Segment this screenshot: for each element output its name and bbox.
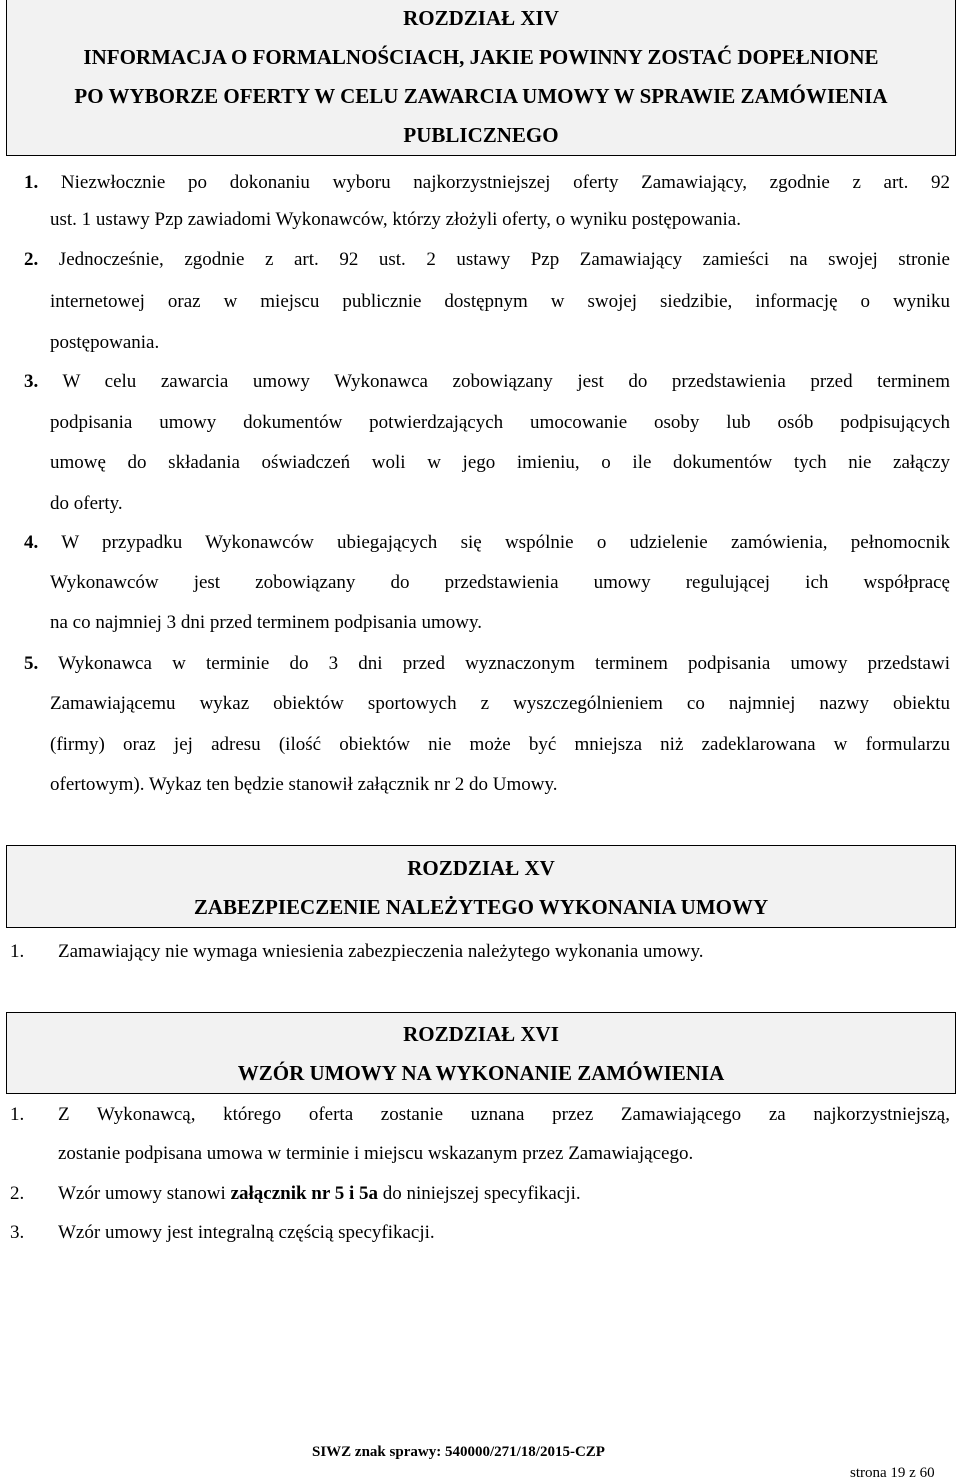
ch14-p2-line-1: 2. Jednocześnie, zgodnie z art. 92 ust. 2 ustawy Pzp Zamawiający zamieści na swojej stronie — [24, 249, 950, 270]
chapter-15-subtitle: ZABEZPIECZENIE NALEŻYTEGO WYKONANIA UMOWY — [193, 895, 769, 919]
ch14-p2-number: 2. — [24, 249, 39, 270]
page-number: strona 19 z 60 — [850, 1465, 935, 1481]
ch14-p1-number: 1. — [24, 172, 39, 193]
chapter-14-header — [6, 0, 956, 156]
chapter-16-header — [6, 1012, 956, 1094]
ch14-p3-line-1: 3. W celu zawarcia umowy Wykonawca zobowiązany jest do przedstawienia przed terminem — [24, 371, 950, 392]
ch14-p4-line-1: 4. W przypadku Wykonawców ubiegających się wspólnie o udzielenie zamówienia, pełnomocnik — [24, 532, 950, 553]
ch16-p1-number: 1. — [10, 1104, 25, 1125]
footer-case-number: SIWZ znak sprawy: 540000/271/18/2015-CZP — [312, 1444, 605, 1460]
ch14-p5-line-1: 5. Wykonawca w terminie do 3 dni przed wyznaczonym terminem podpisania umowy przedstawi — [24, 653, 950, 674]
ch15-p1-number: 1. — [10, 941, 25, 962]
chapter-14-title: ROZDZIAŁ XIV — [403, 6, 559, 30]
ch14-p1-line-1: 1. Niezwłocznie po dokonaniu wyboru najkorzystniejszej oferty Zamawiający, zgodnie z art. 92 — [24, 172, 950, 193]
chapter-14-subtitle-line-2: PO WYBORZE OFERTY W CELU ZAWARCIA UMOWY W SPRAWIE ZAMÓWIENIA — [74, 84, 888, 108]
ch14-p2-line-2: internetowej oraz w miejscu publicznie dostępnym w swojej siedzibie, informację o wyniku — [50, 291, 950, 312]
ch14-p5-number: 5. — [24, 653, 39, 674]
ch14-p3-number: 3. — [24, 371, 39, 392]
ch16-p1-line-1: 1. Z Wykonawcą, którego oferta zostanie uznana przez Zamawiającego za najkorzystniejszą, — [10, 1104, 950, 1125]
ch14-p5-line-2: Zamawiającemu wykaz obiektów sportowych z wyszczególnieniem co najmniej nazwy obiektu — [50, 693, 950, 714]
chapter-14-subtitle-line-1: INFORMACJA O FORMALNOŚCIACH, JAKIE POWINNY ZOSTAĆ DOPEŁNIONE — [83, 45, 879, 69]
chapter-15-header — [6, 845, 956, 928]
chapter-16-title: ROZDZIAŁ XVI — [403, 1022, 559, 1046]
ch14-p5-line-4: ofertowym). Wykaz ten będzie stanowił załącznik nr 2 do Umowy. — [50, 774, 558, 795]
ch16-p3: 3. Wzór umowy jest integralną częścią specyfikacji. — [10, 1222, 435, 1243]
ch16-p1-line-2: zostanie podpisana umowa w terminie i miejscu wskazanym przez Zamawiającego. — [58, 1143, 694, 1164]
ch14-p2-line-3: postępowania. — [50, 332, 160, 353]
ch14-p1-line-2: ust. 1 ustawy Pzp zawiadomi Wykonawców, którzy złożyli oferty, o wyniku postępowania. — [50, 209, 741, 230]
ch15-p1: 1. Zamawiający nie wymaga wniesienia zabezpieczenia należytego wykonania umowy. — [10, 941, 704, 962]
chapter-15-title: ROZDZIAŁ XV — [407, 856, 555, 880]
ch14-p3-line-4: do oferty. — [50, 493, 123, 514]
ch14-p4-line-2: Wykonawców jest zobowiązany do przedstawienia umowy regulującej ich współpracę — [50, 572, 950, 593]
ch14-p4-line-3: na co najmniej 3 dni przed terminem podpisania umowy. — [50, 612, 482, 633]
ch14-p5-line-3: (firmy) oraz jej adresu (ilość obiektów nie może być mniejsza niż zadeklarowana w formularzu — [50, 734, 950, 755]
ch16-p2-number: 2. — [10, 1183, 25, 1204]
ch16-p3-number: 3. — [10, 1222, 25, 1243]
ch16-p2: 2. Wzór umowy stanowi załącznik nr 5 i 5a do niniejszej specyfikacji. — [10, 1183, 581, 1204]
chapter-14-subtitle-line-3: PUBLICZNEGO — [403, 123, 559, 147]
chapter-16-subtitle: WZÓR UMOWY NA WYKONANIE ZAMÓWIENIA — [237, 1061, 725, 1085]
ch14-p3-line-3: umowę do składania oświadczeń woli w jego imieniu, o ile dokumentów tych nie załączy — [50, 452, 950, 473]
ch14-p3-line-2: podpisania umowy dokumentów potwierdzających umocowanie osoby lub osób podpisujących — [50, 412, 950, 433]
attachment-reference: załącznik nr 5 i 5a — [230, 1183, 378, 1204]
ch14-p4-number: 4. — [24, 532, 39, 553]
